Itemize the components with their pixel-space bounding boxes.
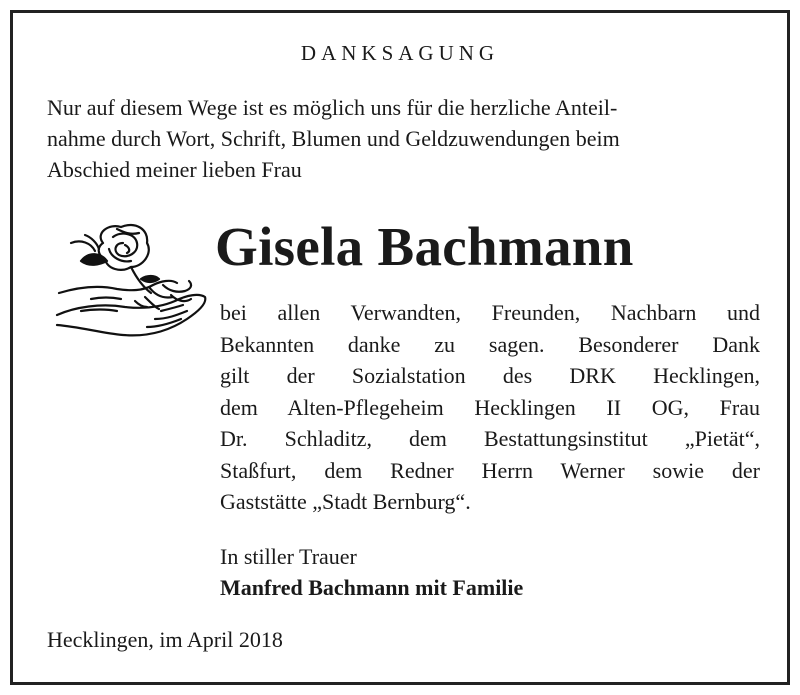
intro-line: Abschied meiner lieben Frau bbox=[47, 157, 302, 182]
notice-heading: DANKSAGUNG bbox=[300, 41, 500, 65]
thanks-text bbox=[220, 297, 760, 518]
mourning-line: In stiller Trauer bbox=[220, 544, 357, 569]
thanks-line: Staßfurt, dem Redner Herrn Werner sowie der bbox=[220, 457, 760, 483]
intro-text bbox=[47, 92, 759, 185]
signature: Manfred Bachmann mit Familie bbox=[220, 575, 524, 600]
rose-in-hands-icon bbox=[51, 215, 211, 355]
thanks-line: gilt der Sozialstation des DRK Hecklingen, bbox=[220, 363, 760, 388]
thanks-line: Bekannten danke zu sagen. Besonderer Dank bbox=[220, 331, 760, 357]
mourning-block bbox=[220, 541, 523, 603]
thanks-line: dem Alten-Pflegeheim Hecklingen II OG, Frau bbox=[220, 394, 760, 420]
place-date: Hecklingen, im April 2018 bbox=[47, 627, 283, 652]
intro-line: nahme durch Wort, Schrift, Blumen und Geldzuwendungen beim bbox=[47, 126, 620, 151]
deceased-name: Gisela Bachmann bbox=[215, 216, 634, 277]
obituary-notice bbox=[10, 10, 790, 685]
thanks-line: Gaststätte „Stadt Bernburg“. bbox=[220, 489, 471, 514]
thanks-line: bei allen Verwandten, Freunden, Nachbarn und bbox=[220, 300, 760, 325]
intro-line: Nur auf diesem Wege ist es möglich uns für die herzliche Anteil- bbox=[47, 95, 618, 120]
thanks-line: Dr. Schladitz, dem Bestattungsinstitut „Pietät“, bbox=[220, 426, 760, 451]
